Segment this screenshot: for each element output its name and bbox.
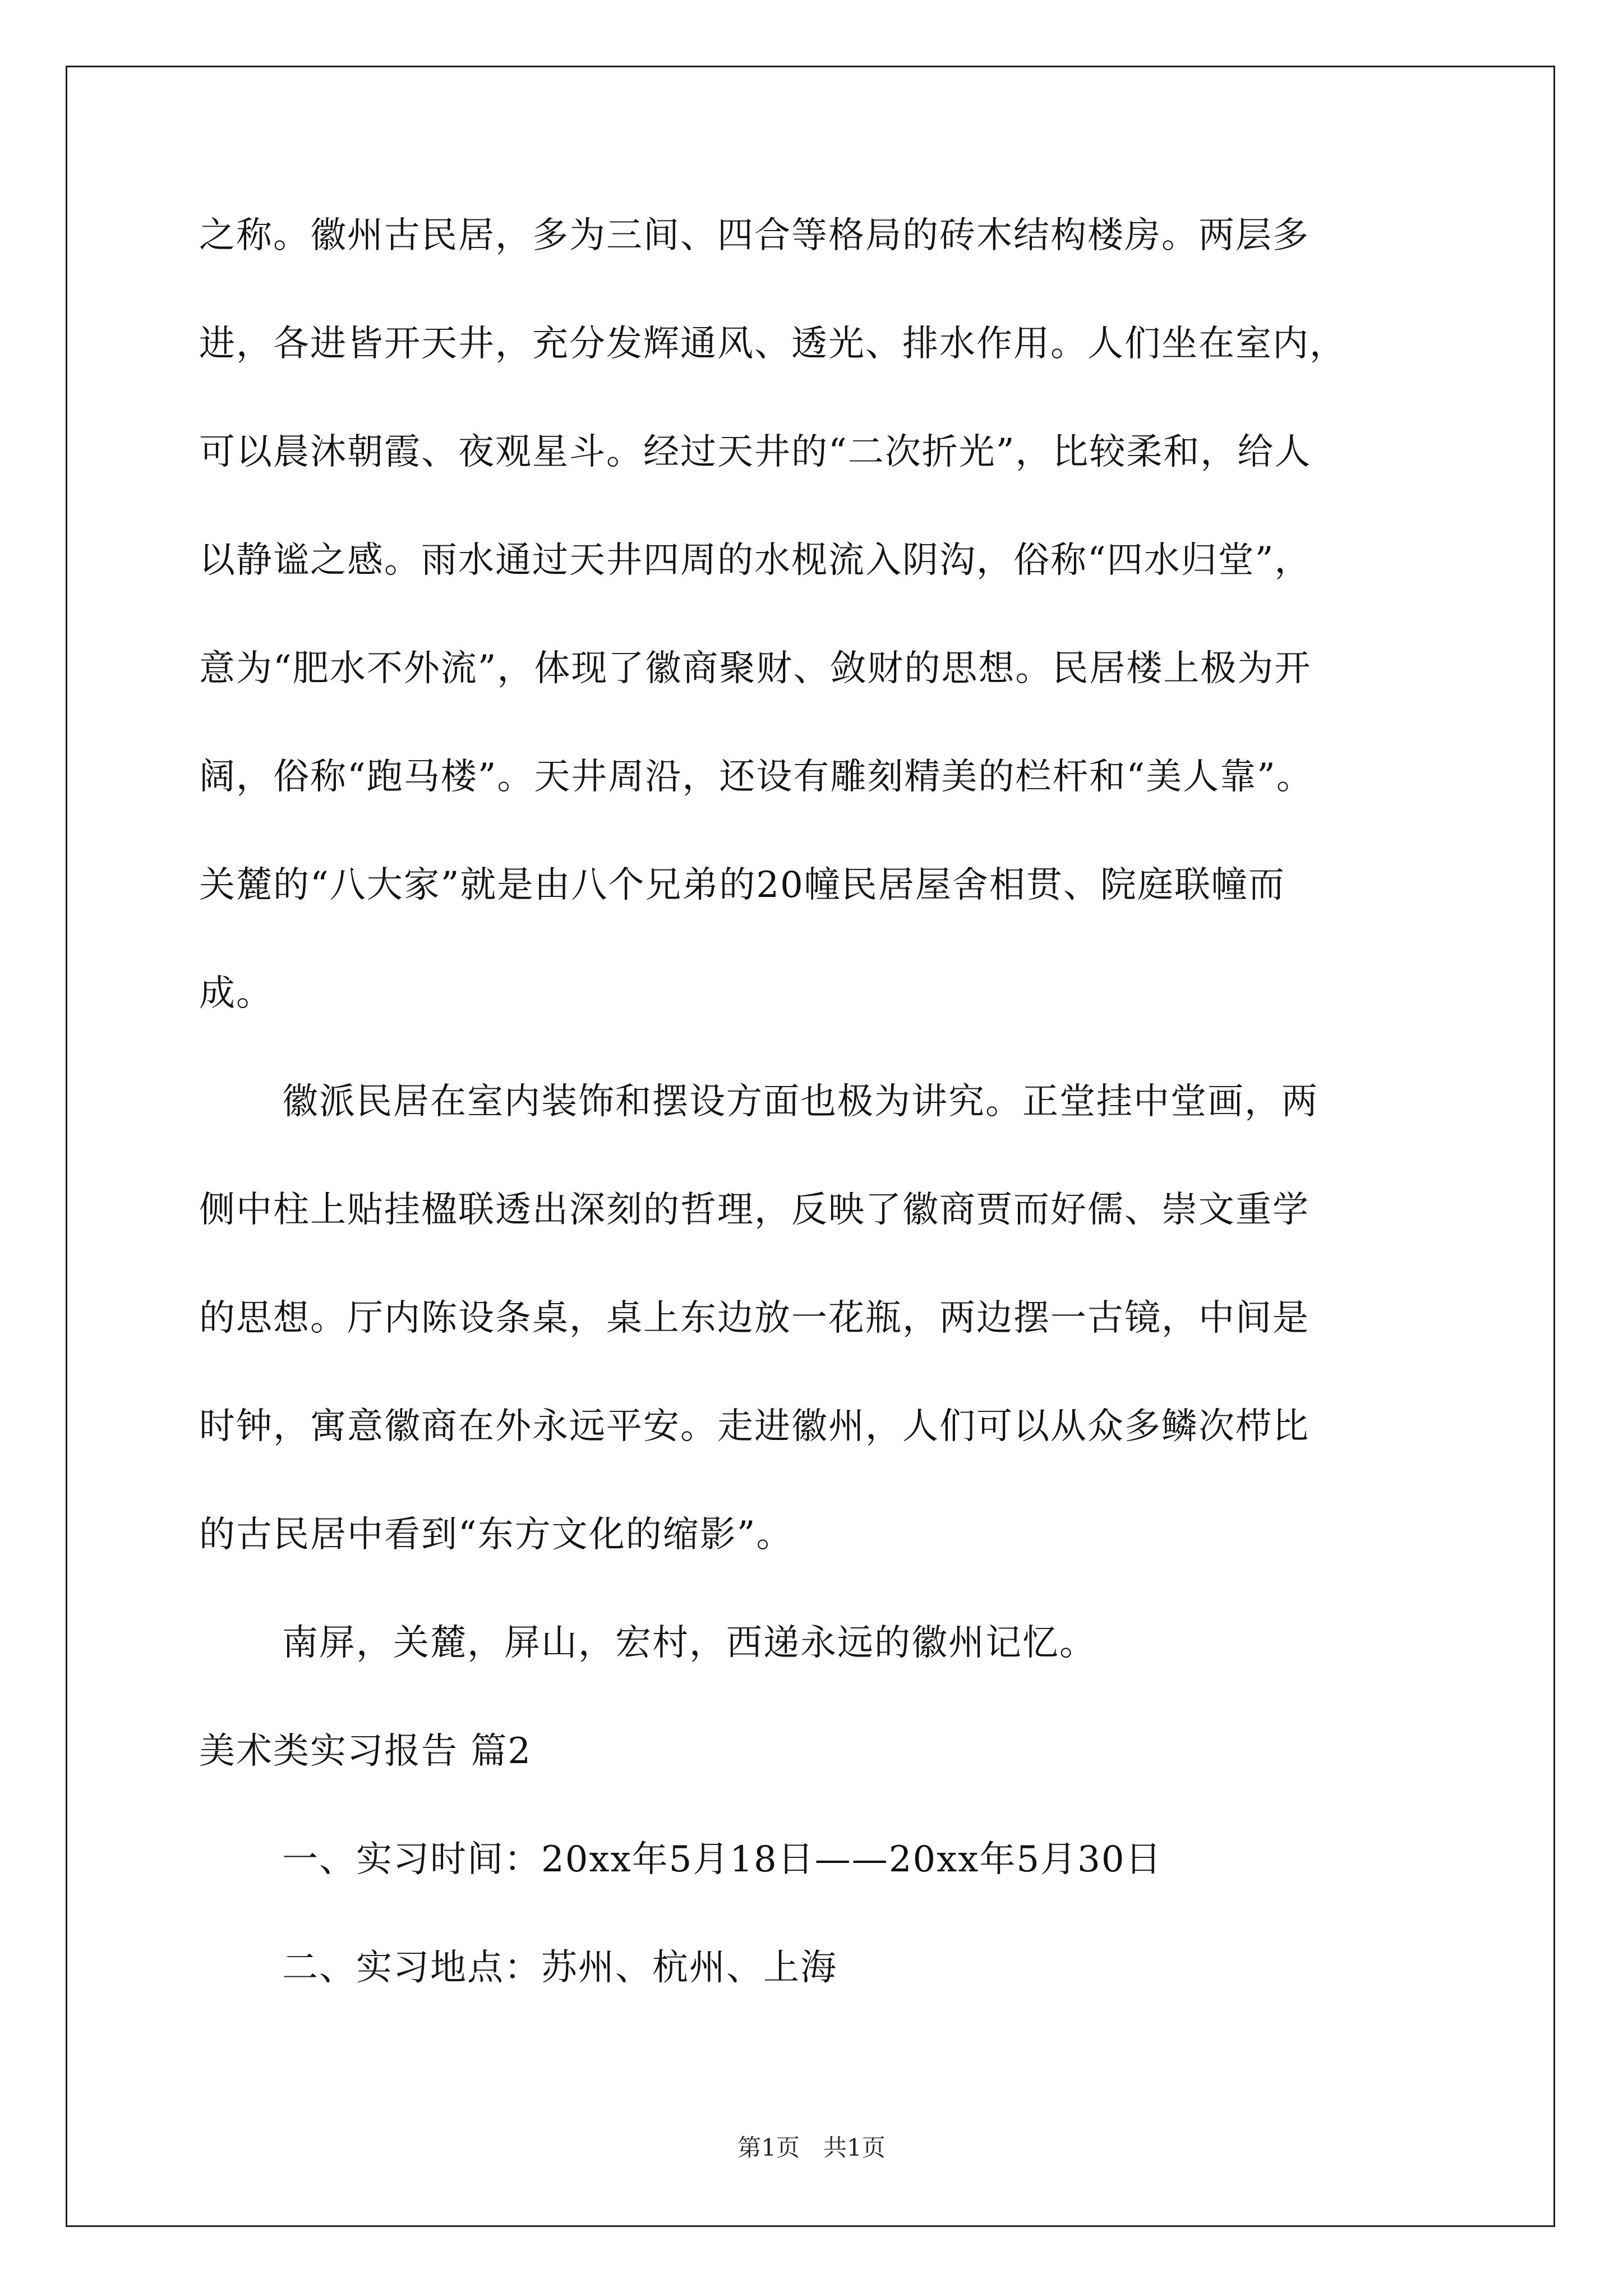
body-line: 的思想。厅内陈设条桌，桌上东边放一花瓶，两边摆一古镜，中间是	[199, 1297, 1310, 1339]
section-heading: 美术类实习报告 篇2	[199, 1731, 532, 1772]
body-line: 意为“肥水不外流”，体现了徽商聚财、敛财的思想。民居楼上极为开	[199, 648, 1312, 689]
body-line: 侧中柱上贴挂楹联透出深刻的哲理，反映了徽商贾而好儒、崇文重学	[199, 1189, 1310, 1231]
body-line: 进，各进皆开天井，充分发辉通风、透光、排水作用。人们坐在室内，	[199, 323, 1347, 365]
body-line: 之称。徽州古民居，多为三间、四合等格局的砖木结构楼房。两层多	[199, 215, 1310, 256]
body-line: 时钟，寓意徽商在外永远平安。走进徽州，人们可以从众多鳞次栉比	[199, 1406, 1310, 1447]
body-line: 关麓的“八大家”就是由八个兄弟的20幢民居屋舍相贯、院庭联幢而	[199, 864, 1285, 906]
list-item-location: 二、实习地点：苏州、杭州、上海	[282, 1947, 837, 1989]
page-number-footer: 第1页 共1页	[737, 2134, 886, 2161]
paragraph-start-line: 徽派民居在室内装饰和摆设方面也极为讲究。正堂挂中堂画，两	[282, 1081, 1318, 1122]
page-border	[66, 66, 1555, 2227]
body-line: 可以晨沐朝霞、夜观星斗。经过天井的“二次折光”，比较柔和，给人	[199, 431, 1312, 473]
body-line: 的古民居中看到“东方文化的缩影”。	[199, 1514, 794, 1556]
list-item-time: 一、实习时间：20xx年5月18日——20xx年5月30日	[282, 1839, 1163, 1880]
paragraph-start-line: 南屏，关麓，屏山，宏村，西递永远的徽州记忆。	[282, 1622, 1096, 1664]
body-line: 阔，俗称“跑马楼”。天井周沿，还设有雕刻精美的栏杆和“美人靠”。	[199, 756, 1313, 798]
body-line: 成。	[199, 973, 273, 1014]
body-line: 以静谧之感。雨水通过天井四周的水枧流入阴沟，俗称“四水归堂”，	[199, 540, 1312, 581]
